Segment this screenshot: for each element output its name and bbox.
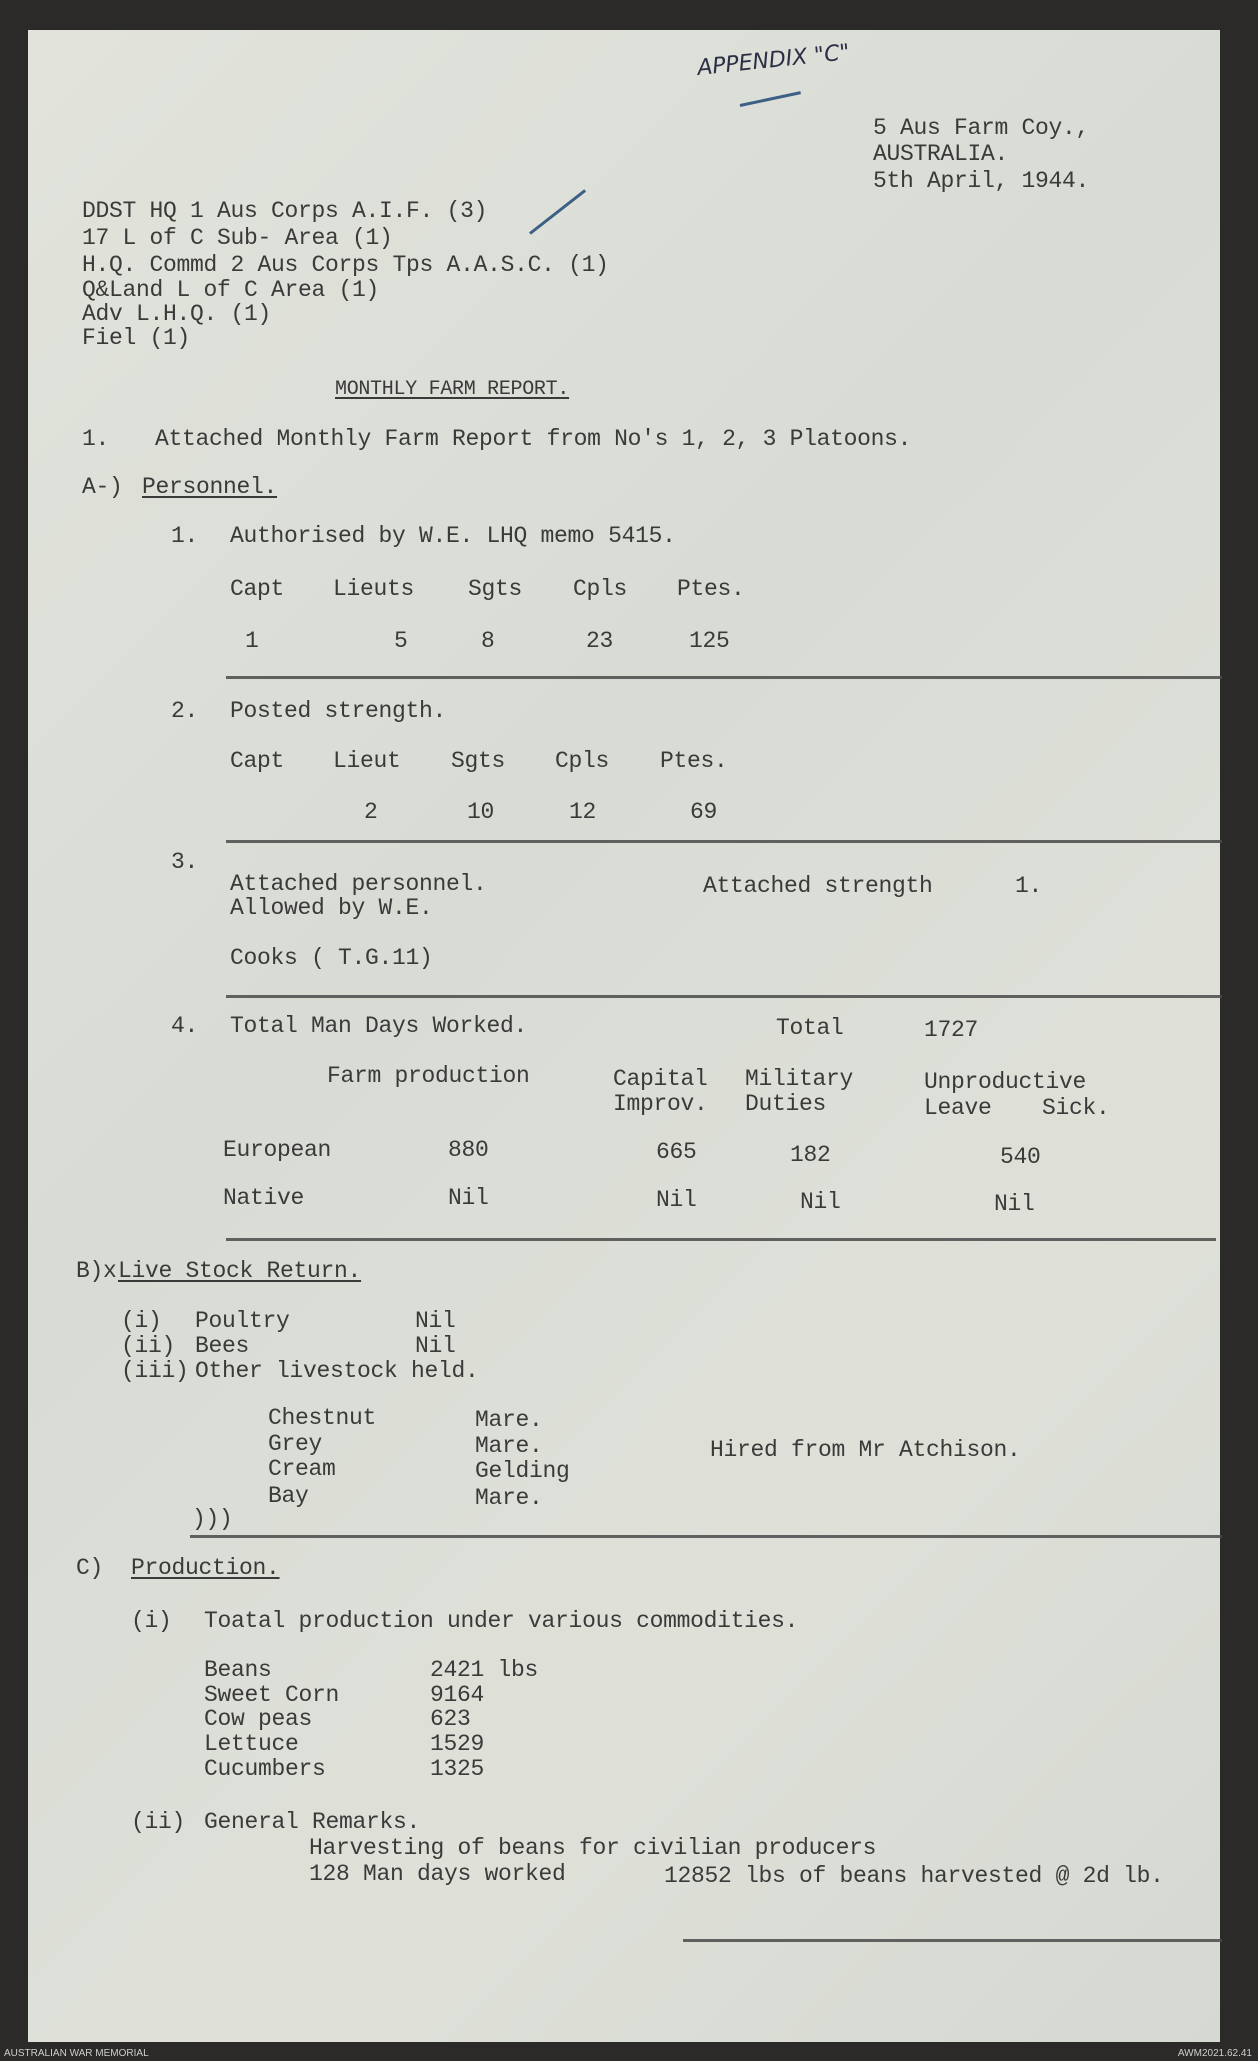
cell-value: Nil <box>656 1187 697 1213</box>
distribution-line: 17 L of C Sub- Area (1) <box>82 225 393 251</box>
col-header: Sgts <box>451 748 506 774</box>
livestock-name: Other livestock held. <box>195 1358 479 1384</box>
row-label: European <box>223 1137 332 1163</box>
section-c-title: Production. <box>131 1555 280 1581</box>
commodity-qty: 1529 <box>430 1731 485 1757</box>
cell-value: 182 <box>790 1142 831 1168</box>
col-header: Capt <box>230 748 285 774</box>
distribution-line: H.Q. Commd 2 Aus Corps Tps A.A.S.C. (1) <box>82 252 609 278</box>
commodity-qty: 2421 lbs <box>430 1657 539 1683</box>
section-a-label: A-) <box>82 474 123 500</box>
col-header: Sick. <box>1042 1095 1110 1121</box>
item-number: (ii) <box>121 1333 176 1359</box>
commodity-qty: 9164 <box>430 1682 485 1708</box>
remarks-line: Harvesting of beans for civilian producers <box>309 1835 877 1861</box>
section-b-label: B)x <box>76 1258 117 1284</box>
divider <box>226 676 1222 679</box>
cell-value: 540 <box>1000 1144 1041 1170</box>
cell-value: 1 <box>245 628 259 654</box>
item-number: (iii) <box>121 1358 189 1384</box>
divider <box>683 1939 1222 1942</box>
item-text: Allowed by W.E. <box>230 895 433 921</box>
divider <box>190 1535 1222 1538</box>
item-number: (ii) <box>131 1809 186 1835</box>
attached-strength-value: 1. <box>1015 873 1043 899</box>
cell-value: 5 <box>394 628 408 654</box>
commodity-qty: 1325 <box>430 1756 485 1782</box>
section-a-title: Personnel. <box>142 474 278 500</box>
cell-value: 125 <box>689 628 730 654</box>
sender-unit: 5 Aus Farm Coy., <box>873 115 1090 141</box>
cell-value: 69 <box>690 799 718 825</box>
cell-value: 10 <box>467 799 495 825</box>
col-header: Ptes. <box>677 576 745 602</box>
cell-value: Nil <box>994 1191 1035 1217</box>
typed-marks: ))) <box>192 1506 233 1532</box>
cell-value: 2 <box>364 799 378 825</box>
horse-colour: Grey <box>268 1431 323 1457</box>
cell-value: 8 <box>481 628 495 654</box>
item-number: 1. <box>171 523 199 549</box>
item-number: 3. <box>171 849 199 875</box>
col-header: Unproductive <box>924 1069 1087 1095</box>
cell-value: 23 <box>586 628 614 654</box>
horse-type: Mare. <box>475 1433 543 1459</box>
distribution-line: DDST HQ 1 Aus Corps A.I.F. (3) <box>82 198 488 224</box>
letter-date: 5th April, 1944. <box>873 168 1090 194</box>
col-header: Cpls <box>573 576 628 602</box>
row-label: Native <box>223 1185 305 1211</box>
livestock-value: Nil <box>415 1333 456 1359</box>
col-header: Military <box>745 1066 854 1092</box>
commodity-name: Cucumbers <box>204 1756 326 1782</box>
item-text: Total Man Days Worked. <box>230 1013 528 1039</box>
commodity-qty: 623 <box>430 1706 471 1732</box>
horse-type: Mare. <box>475 1485 543 1511</box>
commodity-name: Beans <box>204 1657 272 1683</box>
total-value: 1727 <box>924 1017 979 1043</box>
item-number: (i) <box>121 1308 162 1334</box>
commodity-name: Lettuce <box>204 1731 299 1757</box>
cooks-line: Cooks ( T.G.11) <box>230 945 433 971</box>
col-header: Capital <box>613 1066 708 1092</box>
col-header: Leave <box>924 1095 992 1121</box>
distribution-line: Fiel (1) <box>82 325 191 351</box>
livestock-name: Poultry <box>195 1308 290 1334</box>
total-label: Total <box>776 1015 844 1041</box>
item-text: Attached personnel. <box>230 871 487 897</box>
distribution-line: Q&Land L of C Area (1) <box>82 277 380 303</box>
sender-country: AUSTRALIA. <box>873 141 1009 167</box>
divider <box>226 840 1222 843</box>
footer-accession-number: AWM2021.62.41 <box>1177 2048 1252 2059</box>
commodity-name: Cow peas <box>204 1706 313 1732</box>
commodity-name: Sweet Corn <box>204 1682 340 1708</box>
divider <box>226 1238 1216 1241</box>
cell-value: Nil <box>800 1189 841 1215</box>
col-header: Lieut <box>333 748 401 774</box>
horse-colour: Chestnut <box>268 1405 377 1431</box>
para-text: Attached Monthly Farm Report from No's 1, 2, 3 Platoons. <box>155 426 912 452</box>
item-text: General Remarks. <box>204 1809 421 1835</box>
cell-value: 880 <box>448 1137 489 1163</box>
item-text: Authorised by W.E. LHQ memo 5415. <box>230 523 676 549</box>
col-header: Farm production <box>327 1063 530 1089</box>
horse-colour: Bay <box>268 1483 309 1509</box>
col-header: Duties <box>745 1091 827 1117</box>
section-c-label: C) <box>76 1555 104 1581</box>
section-b-title: Live Stock Return. <box>118 1258 362 1284</box>
col-header: Lieuts <box>333 576 415 602</box>
attached-strength-label: Attached strength <box>703 873 933 899</box>
col-header: Cpls <box>555 748 610 774</box>
hired-note: Hired from Mr Atchison. <box>710 1437 1021 1463</box>
footer-institution: AUSTRALIAN WAR MEMORIAL <box>4 2048 149 2059</box>
col-header: Ptes. <box>660 748 728 774</box>
remarks-line: 128 Man days worked <box>309 1861 566 1887</box>
cell-value: 12 <box>569 799 597 825</box>
horse-colour: Cream <box>268 1456 336 1482</box>
item-number: 4. <box>171 1013 199 1039</box>
remarks-line: 12852 lbs of beans harvested @ 2d lb. <box>664 1863 1164 1889</box>
para-number: 1. <box>82 426 110 452</box>
item-text: Toatal production under various commodities. <box>204 1608 799 1634</box>
item-number: (i) <box>131 1608 172 1634</box>
livestock-value: Nil <box>415 1308 456 1334</box>
col-header: Capt <box>230 576 285 602</box>
livestock-name: Bees <box>195 1333 250 1359</box>
report-title: MONTHLY FARM REPORT. <box>335 378 570 401</box>
horse-type: Gelding <box>475 1458 570 1484</box>
col-header: Sgts <box>468 576 523 602</box>
item-text: Posted strength. <box>230 698 447 724</box>
item-number: 2. <box>171 698 199 724</box>
horse-type: Mare. <box>475 1407 543 1433</box>
handwritten-annotation: APPENDIX "C" <box>696 40 851 81</box>
col-header: Improv. <box>613 1091 708 1117</box>
cell-value: 665 <box>656 1139 697 1165</box>
distribution-line: Adv L.H.Q. (1) <box>82 301 272 327</box>
divider <box>226 995 1222 998</box>
cell-value: Nil <box>448 1185 489 1211</box>
